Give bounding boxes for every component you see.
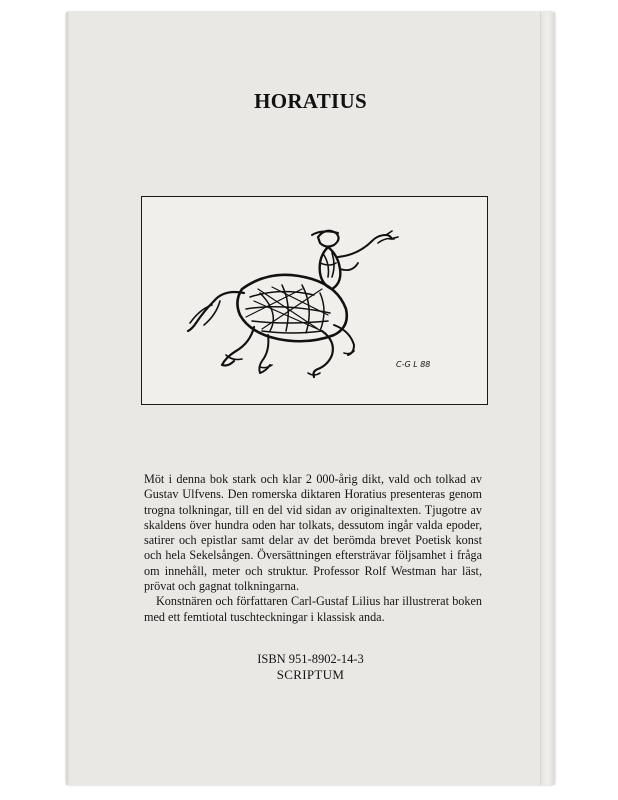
back-cover-blurb xyxy=(144,472,482,625)
blurb-paragraph-1: Möt i denna bok stark och klar 2 000-årig dikt, vald och tolkad av Gustav Ulfvens. Den romerska diktaren Horatius presenteras genom trogna tolkningar, till en del vid sidan av originaltexten. Tjugotre av skaldens över hundra oden har tolkats, dessutom ingår valda epoder, satirer och epistlar samt delar av det berömda brevet Poetisk konst och hela Sekelsången. Översättningen eftersträvar följsamhet i fråga om innehåll, meter och struktur. Professor Rolf Westman har läst, prövat och gagnat tolkningarna. xyxy=(144,472,482,594)
artist-signature: C-G L 88 xyxy=(396,360,431,369)
publisher-name: SCRIPTUM xyxy=(276,667,345,682)
isbn-number: ISBN 951-8902-14-3 xyxy=(257,652,364,666)
book-title: HORATIUS xyxy=(254,89,367,113)
centaur-illustration xyxy=(142,197,486,403)
book-back-cover xyxy=(66,12,555,785)
blurb-paragraph-2: Konstnären och författaren Carl-Gustaf Lilius har illustrerat boken med ett femtiotal tuschteckningar i klassisk anda. xyxy=(144,594,482,624)
illustration-frame xyxy=(141,196,488,405)
